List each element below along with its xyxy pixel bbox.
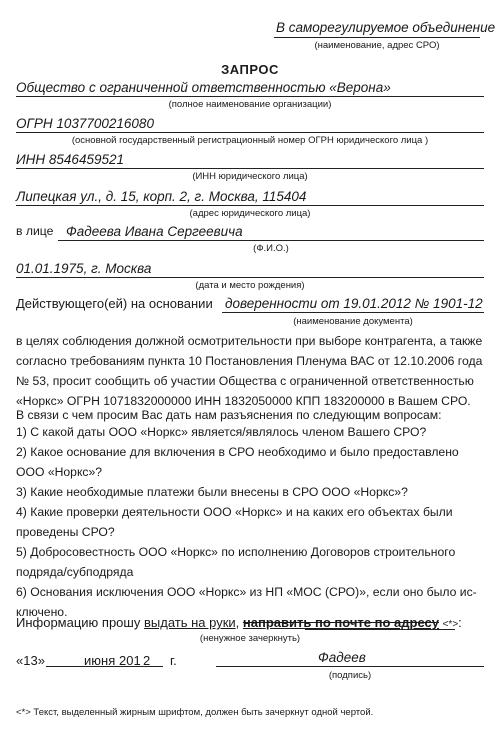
paragraph-line: «Норкс» ОГРН 1071832000000 ИНН 1832050000 КПП 183200000 в Вашем СРО. — [16, 394, 471, 408]
question-line: 5) Добросовестность ООО «Норкс» по исполнению Договоров строительного — [16, 545, 456, 559]
question-line: ключено. — [16, 605, 68, 619]
birth-value: 01.01.1975, г. Москва — [16, 261, 152, 276]
inn-underline — [16, 168, 484, 169]
birth-underline — [16, 277, 484, 278]
footnote: <*> Текст, выделенный жирным шрифтом, должен быть зачеркнут одной чертой. — [16, 707, 374, 718]
delivery-end: : — [458, 615, 462, 630]
date-year-suffix: г. — [170, 653, 177, 668]
person-name-caption: (Ф.И.О.) — [253, 243, 289, 254]
question-line: 1) С какой даты ООО «Норкс» является/являлось членом Вашего СРО? — [16, 425, 427, 439]
address-caption: (адрес юридического лица) — [189, 208, 311, 219]
document-title: ЗАПРОС — [221, 62, 279, 77]
org-name-underline — [16, 96, 484, 97]
date-year-prefix: 201 — [119, 653, 141, 668]
date-year-underline — [141, 666, 163, 667]
question-line: проведены СРО? — [16, 525, 115, 539]
ogrn-value: ОГРН 1037700216080 — [16, 116, 154, 131]
question-line: подряда/субподряда — [16, 565, 134, 579]
question-line: 6) Основания исключения ООО «Норкс» из НП «МОС (СРО)», если оно было ис- — [16, 585, 477, 599]
addressee-value: В саморегулируемое объединение — [276, 20, 496, 35]
delivery-blank-line — [305, 629, 455, 630]
basis-underline — [222, 312, 484, 313]
delivery-separator: , — [235, 615, 240, 630]
signature-value: Фадеев — [318, 650, 366, 665]
basis-prefix: Действующего(ей) на основании — [16, 296, 213, 311]
person-name-value: Фадеева Ивана Сергеевича — [66, 224, 243, 239]
paragraph-line: согласно требованиям пункта 10 Постановления Пленума ВАС от 12.10.2006 года — [16, 354, 483, 368]
date-year-digit: 2 — [143, 653, 151, 668]
question-line: 2) Какое основание для включения в СРО необходимо и было предоставлено — [16, 445, 459, 459]
delivery-option-hand: выдать на руки — [143, 615, 236, 630]
question-line: 4) Какие проверки деятельности ООО «Норкс» и на каких его объектах были — [16, 505, 453, 519]
delivery-prefix: Информацию прошу — [16, 615, 141, 630]
addressee-underline — [274, 37, 480, 38]
person-prefix: в лице — [16, 224, 54, 238]
address-underline — [16, 205, 484, 206]
inn-caption: (ИНН юридического лица) — [192, 171, 308, 182]
delivery-footnote-mark: <*> — [442, 619, 459, 630]
org-name-value: Общество с ограниченной ответственностью «Верона» — [16, 80, 391, 95]
ogrn-caption: (основной государственный регистрационный номер ОГРН юридического лица ) — [71, 135, 429, 146]
birth-caption: (дата и место рождения) — [195, 280, 305, 291]
questions-intro: В связи с чем просим Вас дать нам разъяснения по следующим вопросам: — [16, 408, 442, 422]
inn-value: ИНН 8546459521 — [16, 152, 124, 167]
question-line: 3) Какие необходимые платежи были внесены в СРО ООО «Норкс»? — [16, 485, 408, 499]
signature-underline — [216, 666, 484, 667]
request-paragraph — [16, 331, 486, 411]
delivery-caption: (ненужное зачеркнуть) — [199, 633, 301, 644]
org-name-caption: (полное наименование организации) — [168, 99, 332, 110]
basis-caption: (наименование документа) — [293, 316, 413, 327]
date-month: июня — [84, 653, 116, 668]
questions-list — [16, 422, 486, 622]
address-value: Липецкая ул., д. 15, корп. 2, г. Москва, 115404 — [16, 189, 307, 204]
basis-value: доверенности от 19.01.2012 № 1901-12 — [225, 296, 483, 311]
ogrn-underline — [16, 132, 484, 133]
signature-caption: (подпись) — [328, 670, 372, 681]
addressee-caption: (наименование, адрес СРО) — [314, 40, 440, 51]
question-line: ООО «Норкс»? — [16, 465, 103, 479]
paragraph-line: в целях соблюдения должной осмотрительности при выборе контрагента, а также — [16, 334, 483, 348]
delivery-option-mail: направить по почте по адресу — [242, 615, 439, 630]
delivery-line — [16, 613, 462, 635]
person-name-underline — [58, 240, 484, 241]
date-day: «13» — [16, 653, 45, 668]
paragraph-line: № 53, просит сообщить об участии Общества с ограниченной ответственностью — [16, 374, 474, 388]
